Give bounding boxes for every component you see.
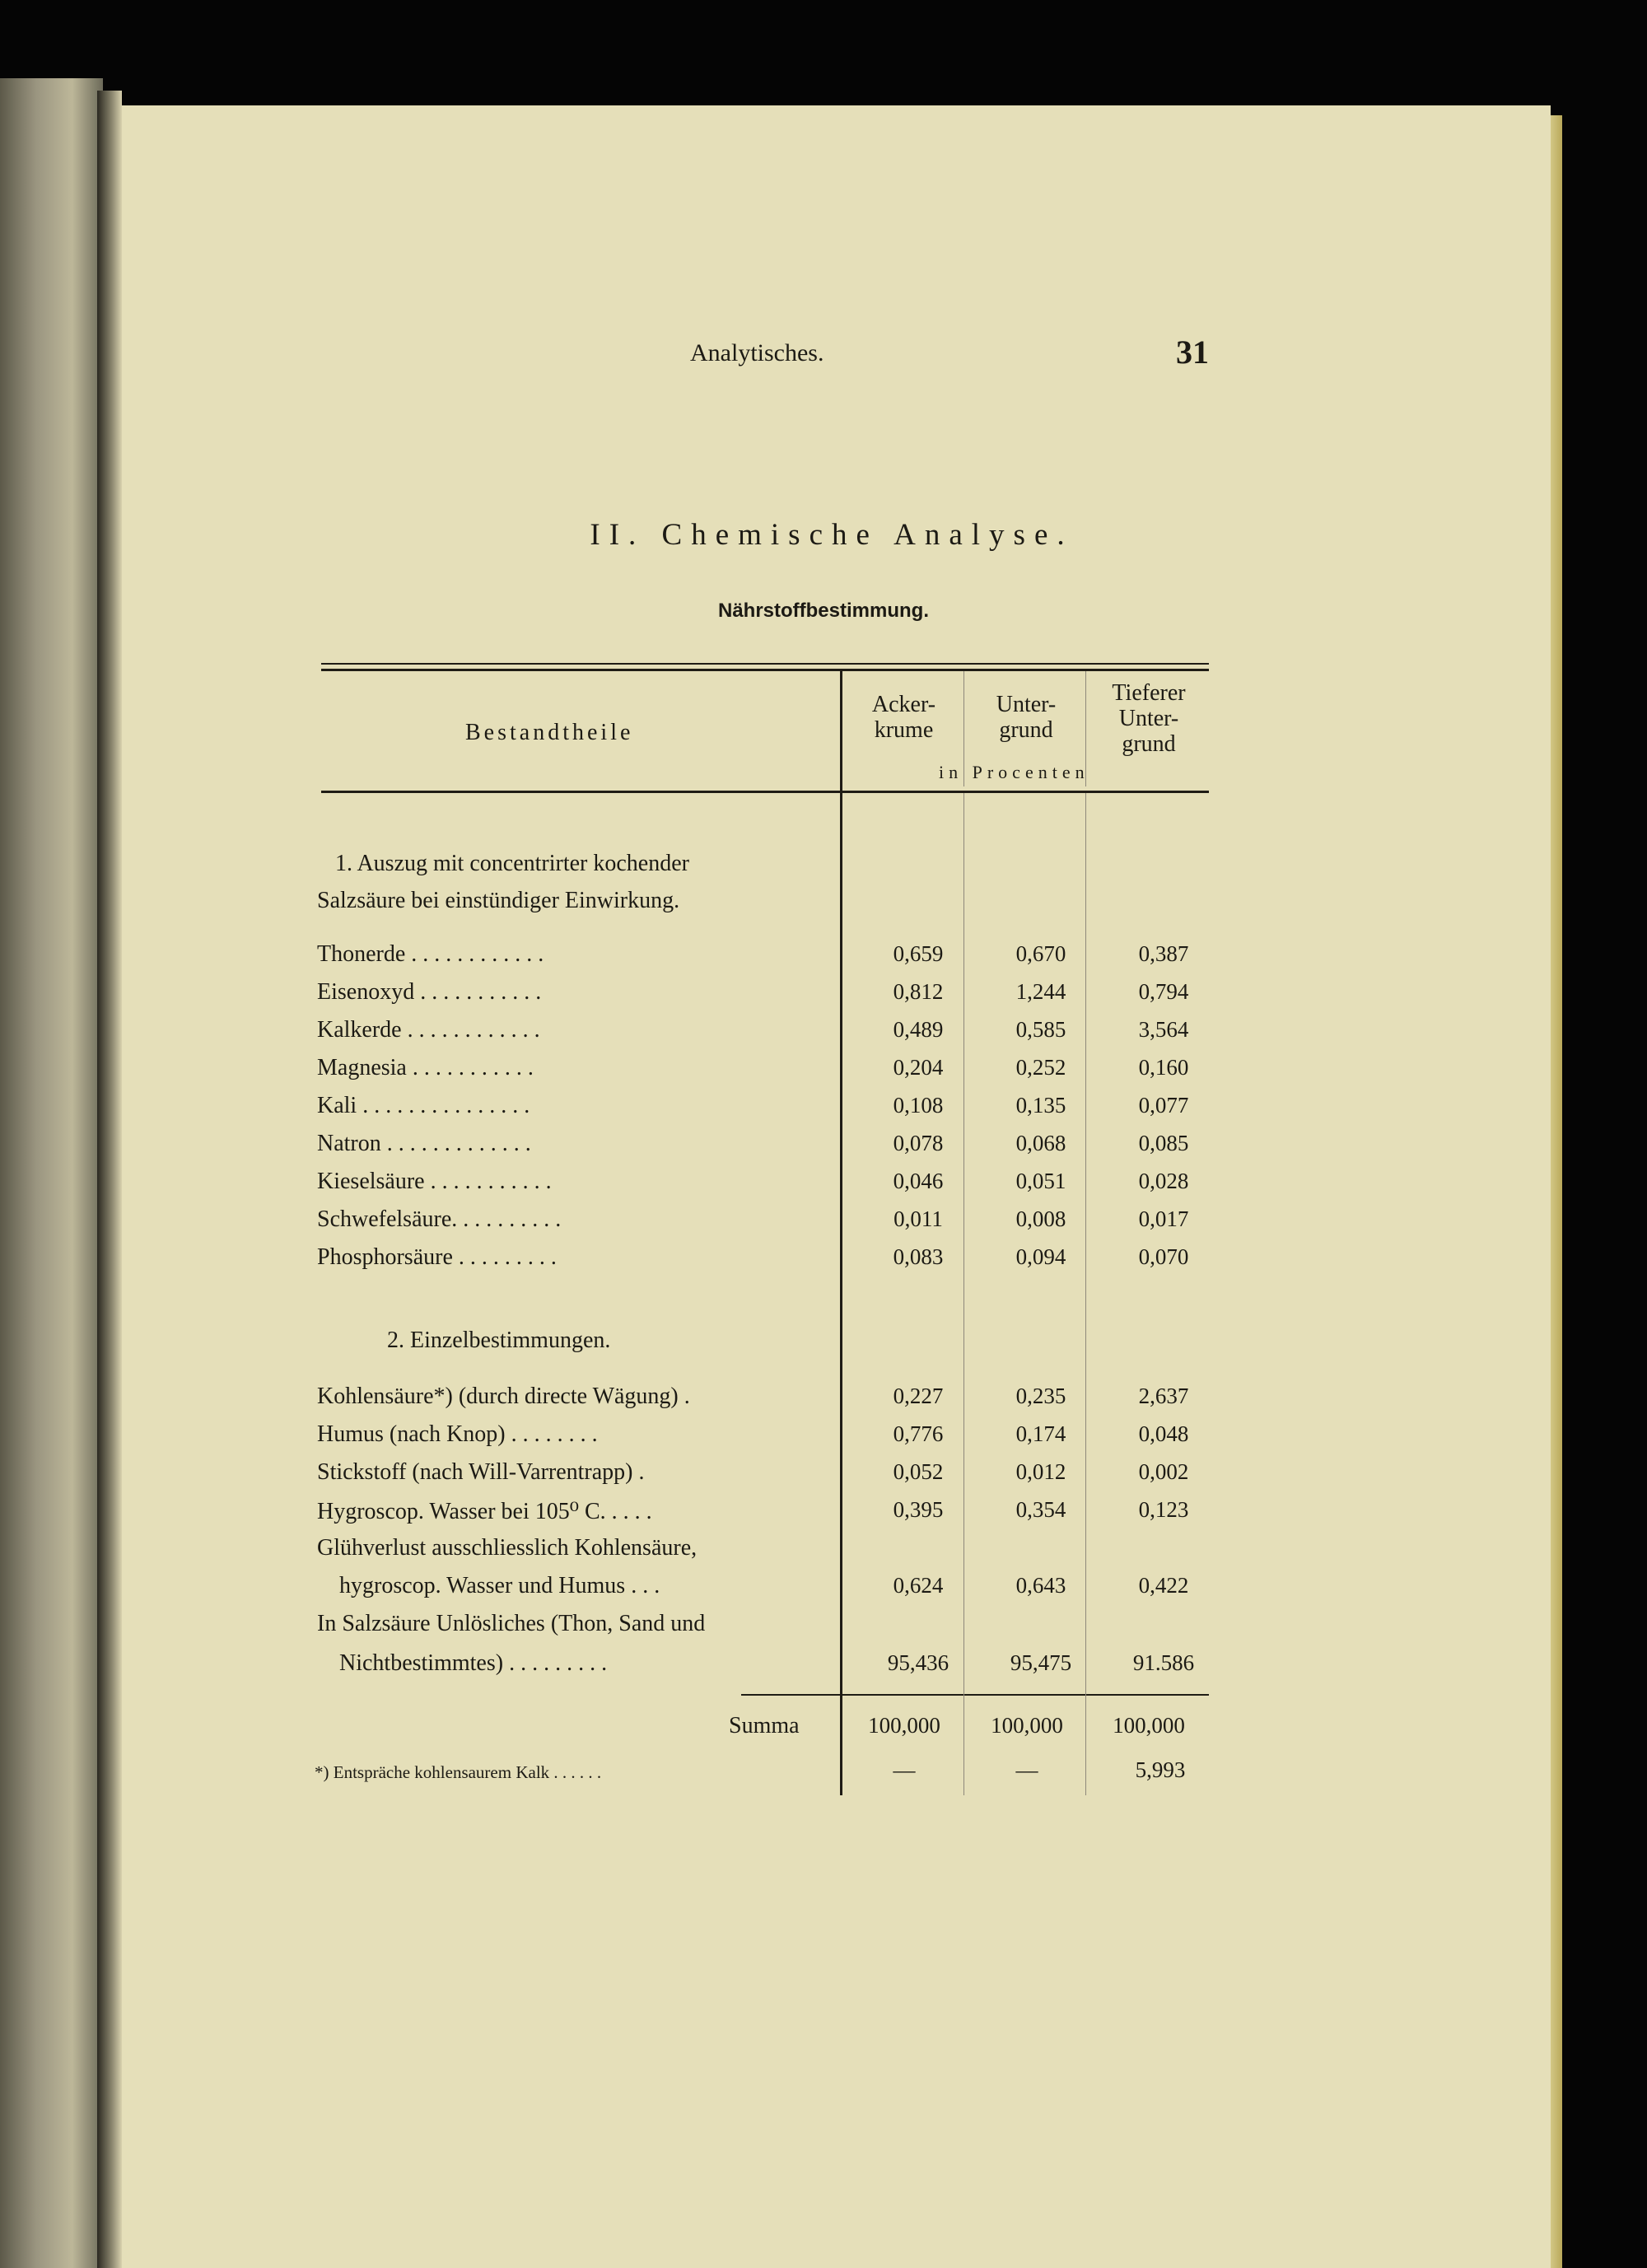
section-title: II. Chemische Analyse. — [590, 518, 1074, 552]
cell-untergrund: 0,051 — [1015, 1169, 1066, 1193]
column-divider-1 — [840, 671, 842, 1795]
row-label: Phosphorsäure . . . . . . . . . — [317, 1244, 557, 1270]
cell-tieferer-untergrund: 0,422 — [1138, 1573, 1189, 1598]
cell-tieferer-untergrund: 0,077 — [1138, 1093, 1189, 1118]
cell-ackerkrume: 0,078 — [893, 1131, 944, 1155]
column-header-ackerkrume: Acker- krume — [871, 692, 936, 743]
summa-rule — [741, 1694, 1209, 1696]
row-label: Kieselsäure . . . . . . . . . . . — [317, 1169, 552, 1194]
cell-untergrund: 0,585 — [1015, 1017, 1066, 1042]
book-gutter — [97, 91, 122, 2268]
column-header-untergrund: Unter- grund — [996, 692, 1057, 743]
row-label: Kali . . . . . . . . . . . . . . . — [317, 1093, 530, 1118]
cell-untergrund: 0,094 — [1015, 1244, 1066, 1269]
row-label-continued: Nichtbestimmtes) . . . . . . . . . — [339, 1650, 608, 1676]
cell-ackerkrume: 0,812 — [893, 979, 944, 1004]
cell-ackerkrume: — — [893, 1757, 916, 1782]
section-1-heading-line1: 1. Auszug mit concentrirter kochender — [335, 851, 689, 876]
page-number: 31 — [1176, 334, 1209, 371]
cell-tieferer-untergrund: 0,387 — [1138, 941, 1189, 966]
cell-tieferer-untergrund: 0,048 — [1138, 1421, 1189, 1446]
section-1-heading-line2: Salzsäure bei einstündiger Einwirkung. — [317, 888, 680, 913]
cell-tieferer-untergrund: 0,123 — [1138, 1497, 1189, 1522]
cell-untergrund: 0,008 — [1015, 1206, 1066, 1231]
cell-tieferer-untergrund: 0,085 — [1138, 1131, 1189, 1155]
cell-untergrund: 0,354 — [1015, 1497, 1066, 1522]
left-page-edge — [0, 78, 103, 2268]
row-label: Kalkerde . . . . . . . . . . . . — [317, 1017, 540, 1043]
cell-ackerkrume: 0,204 — [893, 1055, 944, 1080]
row-label: In Salzsäure Unlösliches (Thon, Sand und — [317, 1611, 706, 1636]
table-header-rule — [321, 791, 1209, 793]
cell-tieferer-untergrund: 3,564 — [1138, 1017, 1189, 1042]
cell-untergrund: 0,670 — [1015, 941, 1066, 966]
section-2-heading: 2. Einzelbestimmungen. — [387, 1328, 611, 1353]
row-label: Schwefelsäure. . . . . . . . . . — [317, 1206, 562, 1232]
table-top-rule-thin — [321, 663, 1209, 665]
cell-ackerkrume: 0,046 — [893, 1169, 944, 1193]
cell-tieferer-untergrund: 0,017 — [1138, 1206, 1189, 1231]
row-label-continued: hygroscop. Wasser und Humus . . . — [339, 1573, 660, 1598]
running-head: Analytisches. — [690, 339, 824, 366]
row-label: Eisenoxyd . . . . . . . . . . . — [317, 979, 542, 1005]
cell-tieferer-untergrund: 0,160 — [1138, 1055, 1189, 1080]
cell-tieferer-untergrund: 100,000 — [1113, 1713, 1185, 1738]
cell-ackerkrume: 100,000 — [868, 1713, 940, 1738]
cell-ackerkrume: 0,489 — [893, 1017, 944, 1042]
cell-untergrund: 0,012 — [1015, 1459, 1066, 1484]
cell-ackerkrume: 0,052 — [893, 1459, 944, 1484]
cell-untergrund: 100,000 — [991, 1713, 1063, 1738]
row-label: Humus (nach Knop) . . . . . . . . — [317, 1421, 598, 1447]
cell-untergrund: — — [1015, 1757, 1038, 1782]
cell-tieferer-untergrund: 2,637 — [1138, 1384, 1189, 1408]
cell-untergrund: 1,244 — [1015, 979, 1066, 1004]
cell-ackerkrume: 0,083 — [893, 1244, 944, 1269]
cell-untergrund: 0,068 — [1015, 1131, 1066, 1155]
summa-label: Summa — [729, 1713, 800, 1738]
cell-untergrund: 0,235 — [1015, 1384, 1066, 1408]
cell-ackerkrume: 0,659 — [893, 941, 944, 966]
unit-label: in Procenten — [939, 762, 1089, 782]
row-label: Thonerde . . . . . . . . . . . . — [317, 941, 544, 967]
cell-ackerkrume: 0,108 — [893, 1093, 944, 1118]
cell-ackerkrume: 0,227 — [893, 1384, 944, 1408]
row-label: Hygroscop. Wasser bei 105⁰ C. . . . . — [317, 1499, 652, 1524]
column-header-tieferer-untergrund: Tieferer Unter- grund — [1112, 680, 1186, 757]
cell-tieferer-untergrund: 0,002 — [1138, 1459, 1189, 1484]
row-label: Glühverlust ausschliesslich Kohlensäure, — [317, 1535, 698, 1561]
cell-untergrund: 0,643 — [1015, 1573, 1066, 1598]
cell-tieferer-untergrund: 0,028 — [1138, 1169, 1189, 1193]
page-edge — [1551, 115, 1562, 2268]
table-top-rule — [321, 669, 1209, 671]
row-label: Magnesia . . . . . . . . . . . — [317, 1055, 534, 1080]
cell-tieferer-untergrund: 0,070 — [1138, 1244, 1189, 1269]
cell-tieferer-untergrund: 91.586 — [1132, 1650, 1195, 1675]
cell-untergrund: 95,475 — [1010, 1650, 1072, 1675]
column-header-bestandtheile: Bestandtheile — [465, 720, 634, 745]
cell-untergrund: 0,174 — [1015, 1421, 1066, 1446]
row-label: Stickstoff (nach Will-Varrentrapp) . — [317, 1459, 645, 1485]
cell-ackerkrume: 0,011 — [893, 1206, 943, 1231]
cell-ackerkrume: 0,624 — [893, 1573, 944, 1598]
cell-tieferer-untergrund: 5,993 — [1135, 1757, 1186, 1782]
row-label: Natron . . . . . . . . . . . . . — [317, 1131, 531, 1156]
cell-ackerkrume: 0,395 — [893, 1497, 944, 1522]
cell-ackerkrume: 95,436 — [887, 1650, 949, 1675]
cell-ackerkrume: 0,776 — [893, 1421, 944, 1446]
cell-untergrund: 0,252 — [1015, 1055, 1066, 1080]
subtitle: Nährstoffbestimmung. — [717, 600, 929, 622]
cell-tieferer-untergrund: 0,794 — [1138, 979, 1189, 1004]
cell-untergrund: 0,135 — [1015, 1093, 1066, 1118]
row-label: Kohlensäure*) (durch directe Wägung) . — [317, 1384, 690, 1409]
footnote-label: *) Entspräche kohlensaurem Kalk . . . . . . — [315, 1762, 602, 1782]
